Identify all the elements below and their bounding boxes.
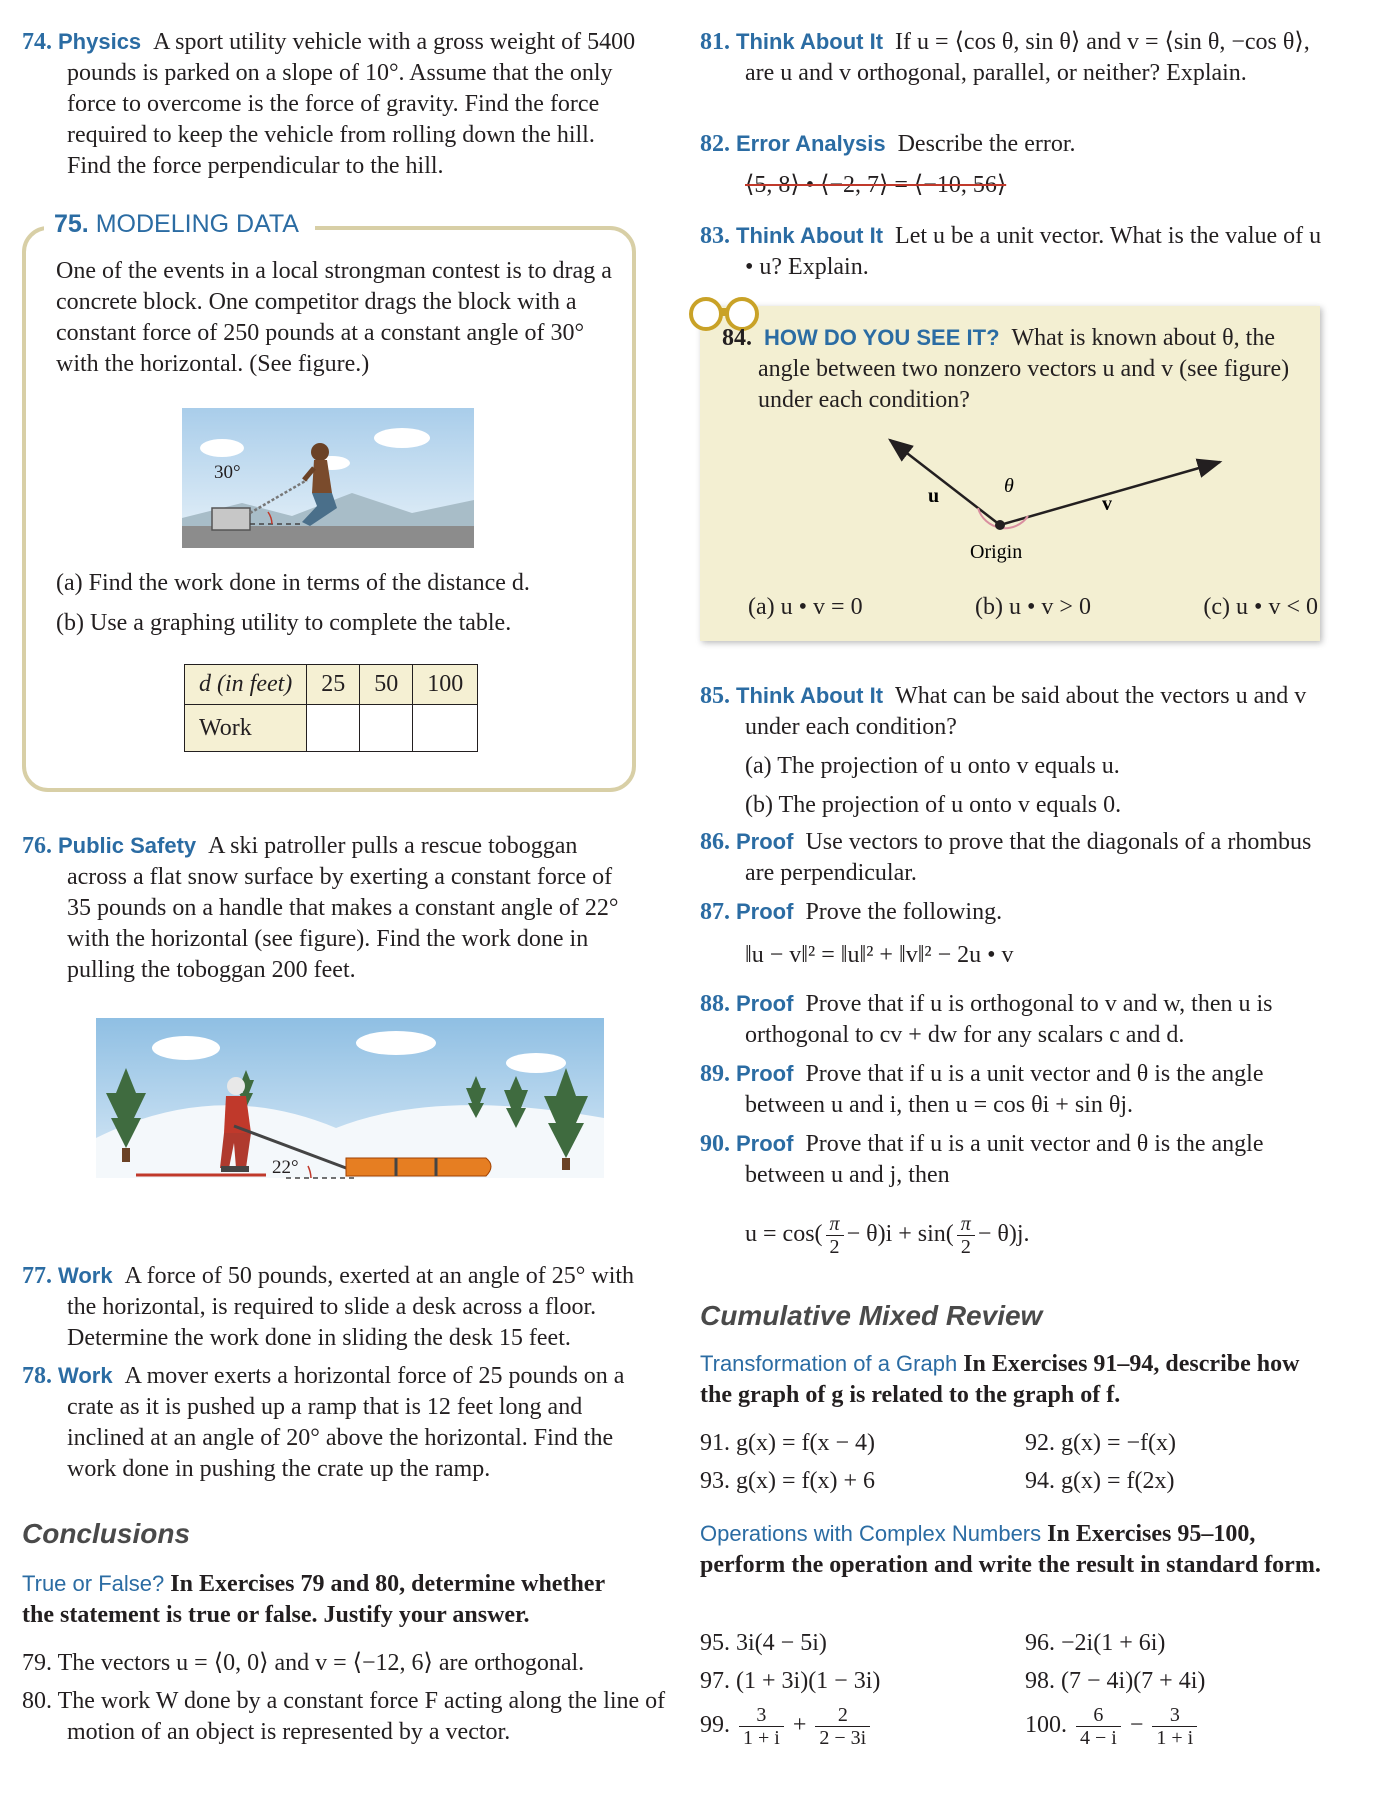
condition-b: (b) u • v > 0 xyxy=(975,594,1091,620)
exercise-74 xyxy=(22,26,642,182)
exercise-text: A ski patroller pulls a rescue toboggan across a flat snow surface by exerting a constant force of 35 pounds on a handle that makes a constant angle of 22° with the horizontal (see figure). Find the work done in pulling the toboggan 200 feet. xyxy=(67,833,619,983)
angle-label-22: 22° xyxy=(272,1157,299,1178)
exercise-heading: Work xyxy=(58,1363,113,1388)
table-row-work: Work xyxy=(185,705,307,752)
exercise-77 xyxy=(22,1260,642,1354)
exercise-83: 83. Think About It Let u be a unit vector. What is the value of u • u? Explain. xyxy=(700,223,1322,280)
exercise-number: 76. xyxy=(22,833,52,859)
cumulative-review-heading: Cumulative Mixed Review xyxy=(700,1300,1043,1331)
toboggan-figure xyxy=(96,1018,604,1206)
true-false-instructions: True or False? In Exercises 79 and 80, determine whether the statement is true or false. Justify your answer. xyxy=(22,1571,605,1628)
table-header-d: d (in feet) xyxy=(185,665,307,705)
error-formula: ⟨5, 8⟩ • ⟨−2, 7⟩ = ⟨−10, 56⟩ xyxy=(745,172,1007,198)
exercise-heading: Public Safety xyxy=(58,833,197,858)
exercise-84: 84. HOW DO YOU SEE IT? What is known about θ, the angle between two nonzero vectors u and v (see figure) under each condition? xyxy=(722,325,1290,413)
condition-a: (a) u • v = 0 xyxy=(748,594,863,620)
exercise-80: 80. The work W done by a constant force F acting along the line of motion of an object is represented by a vector. xyxy=(22,1688,666,1745)
exercise-75-part-a: (a) Find the work done in terms of the distance d. xyxy=(56,570,530,596)
exercise-heading: Work xyxy=(58,1263,113,1288)
exercise-text: A mover exerts a horizontal force of 25 pounds on a crate as it is pushed up a ramp that is 12 feet long and inclined at an angle of 20° above the horizontal. Find the work done in pushing the crate up the ramp. xyxy=(67,1363,625,1482)
exercise-79: 79. The vectors u = ⟨0, 0⟩ and v = ⟨−12, 6⟩ are orthogonal. xyxy=(22,1650,585,1676)
condition-a: (a) The projection of u onto v equals u. xyxy=(745,753,1120,779)
conclusions-heading: Conclusions xyxy=(22,1518,191,1549)
exercises-91-92: 91. g(x) = f(x − 4) 92. g(x) = −f(x) xyxy=(700,1430,1177,1456)
exercise-86: 86. Proof Use vectors to prove that the diagonals of a rhombus are perpendicular. xyxy=(700,829,1312,886)
exercise-text: A sport utility vehicle with a gross weight of 5400 pounds is parked on a slope of 10°. Assume that the only force to overcome is the force of gravity. Find the force required to keep the vehicle from rolling down the hill. Find the force perpendicular to the hill. xyxy=(67,29,636,179)
exercise-75-part-b: (b) Use a graphing utility to complete the table. xyxy=(56,610,512,636)
vector-v-label: v xyxy=(1102,493,1112,515)
exercise-heading: Physics xyxy=(58,29,142,54)
exercise-89: 89. Proof Prove that if u is a unit vector and θ is the angle between u and i, then u = cos θi + sin θj. xyxy=(700,1061,1264,1118)
origin-label: Origin xyxy=(970,541,1023,563)
exercise-text: A force of 50 pounds, exerted at an angle of 25° with the horizontal, is required to slide a desk across a floor. Determine the work done in sliding the desk 15 feet. xyxy=(67,1263,635,1351)
exercise-78 xyxy=(22,1360,642,1485)
exercises-99-100: 99. $\frac{3}{1 + i}$ + $\frac{2}{2 - 3i}$ 100. $\frac{6}{4 - i}$ − $\frac{3}{1 + i}$ xyxy=(700,1704,1330,1749)
exercise-number: 78. xyxy=(22,1363,52,1389)
theta-label: θ xyxy=(1004,475,1014,497)
exercises-95-96: 95. 3i(4 − 5i) 96. −2i(1 + 6i) xyxy=(700,1630,1166,1656)
exercise-number: 74. xyxy=(22,29,52,55)
table-header-100: 100 xyxy=(413,665,478,705)
condition-c: (c) u • v < 0 xyxy=(1203,594,1318,620)
exercise-number: 77. xyxy=(22,1263,52,1289)
formula: ‖u − v‖² = ‖u‖² + ‖v‖² − 2u • v xyxy=(745,942,1014,968)
exercise-76 xyxy=(22,830,642,986)
exercise-84-conditions xyxy=(748,592,1318,623)
table-cell xyxy=(413,705,478,752)
vector-angle-figure xyxy=(840,430,1240,570)
modeling-data-title: 75. MODELING DATA xyxy=(44,210,315,239)
complex-instructions: Operations with Complex Numbers In Exercises 95–100, perform the operation and write the result in standard form. xyxy=(700,1521,1321,1578)
angle-label-30: 30° xyxy=(214,462,241,483)
table-header-25: 25 xyxy=(307,665,360,705)
exercises-93-94: 93. g(x) = f(x) + 6 94. g(x) = f(2x) xyxy=(700,1468,1175,1494)
condition-b: (b) The projection of u onto v equals 0. xyxy=(745,792,1122,818)
work-table xyxy=(184,664,478,752)
exercise-90: 90. Proof Prove that if u is a unit vector and θ is the angle between u and j, then u = cos( $\frac{\pi}{2}$ − θ)i + sin( $\frac{\pi}{2}$ − θ)j. xyxy=(700,1128,1330,1258)
exercise-75-text: One of the events in a local strongman contest is to drag a concrete block. One competitor drags the block with a constant force of 250 pounds at a constant angle of 30° with the horizontal. (See figure.) xyxy=(56,258,612,377)
exercise-82: 82. Error Analysis Describe the error. ⟨5, 8⟩ • ⟨−2, 7⟩ = ⟨−10, 56⟩ xyxy=(700,128,1330,201)
transformation-instructions: Transformation of a Graph In Exercises 91–94, describe how the graph of g is related to the graph of f. xyxy=(700,1351,1300,1408)
formula: u = cos( $\frac{\pi}{2}$ − θ)i + sin( $\frac{\pi}{2}$ − θ)j. xyxy=(745,1213,1030,1258)
exercise-87: 87. Proof Prove the following. ‖u − v‖² = ‖u‖² + ‖v‖² − 2u • v xyxy=(700,896,1330,971)
table-header-50: 50 xyxy=(360,665,413,705)
exercise-81: 81. Think About It If u = ⟨cos θ, sin θ⟩ and v = ⟨sin θ, −cos θ⟩, are u and v orthogonal, parallel, or neither? Explain. xyxy=(700,29,1310,86)
table-cell xyxy=(307,705,360,752)
vector-u-label: u xyxy=(928,485,940,507)
exercise-85: 85. Think About It What can be said about the vectors u and v under each condition? (a) The projection of u onto v equals u. (b) The projection of u onto v equals 0. xyxy=(700,680,1330,821)
exercise-88: 88. Proof Prove that if u is orthogonal to v and w, then u is orthogonal to cv + dw for any scalars c and d. xyxy=(700,991,1273,1048)
table-cell xyxy=(360,705,413,752)
exercises-97-98: 97. (1 + 3i)(1 − 3i) 98. (7 − 4i)(7 + 4i) xyxy=(700,1668,1206,1694)
strongman-figure xyxy=(182,408,474,548)
